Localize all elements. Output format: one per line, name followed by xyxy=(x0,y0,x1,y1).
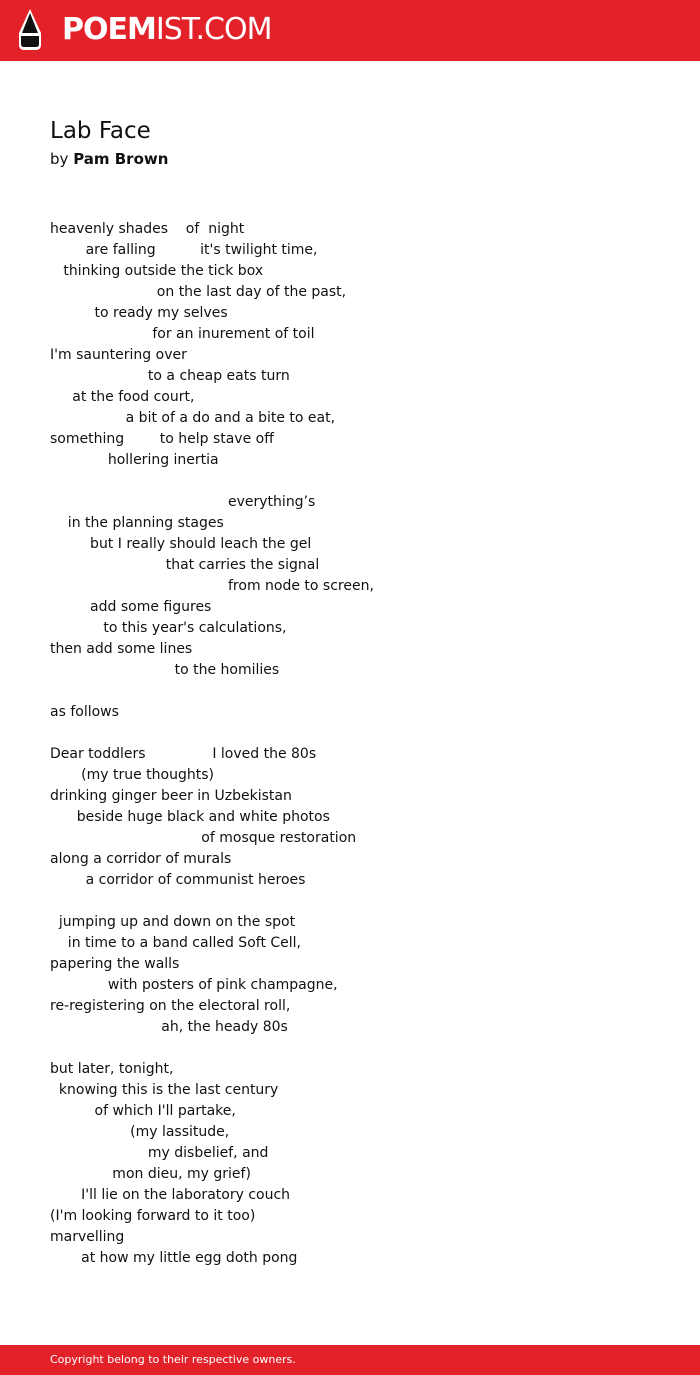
poem-line: hollering inertia xyxy=(50,452,219,468)
poem-line: for an inurement of toil xyxy=(50,326,315,342)
poem-line: with posters of pink champagne, xyxy=(50,977,338,993)
by-label: by xyxy=(50,150,69,168)
poem-line: to the homilies xyxy=(50,662,280,678)
poem-line: from node to screen, xyxy=(50,578,374,594)
poem-line: in the planning stages xyxy=(50,515,224,531)
poem-line: at how my little egg doth pong xyxy=(50,1250,298,1266)
author-name: Pam Brown xyxy=(73,150,169,168)
poem-line: but later, tonight, xyxy=(50,1061,174,1077)
poem-line: at the food court, xyxy=(50,389,195,405)
poem-line: something to help stave off xyxy=(50,431,274,447)
poem-line: ah, the heady 80s xyxy=(50,1019,288,1035)
poem-line: jumping up and down on the spot xyxy=(50,914,296,930)
poem-line xyxy=(50,1038,670,1059)
site-header xyxy=(0,0,700,61)
poem-title: Lab Face xyxy=(50,118,151,144)
poem-line xyxy=(50,471,670,492)
poem-line: of which I'll partake, xyxy=(50,1103,236,1119)
poem-byline xyxy=(50,149,168,169)
pencil-icon[interactable] xyxy=(17,9,43,51)
poem-line: (my lassitude, xyxy=(50,1124,230,1140)
site-logo[interactable] xyxy=(62,12,271,48)
poem-line: (I'm looking forward to it too) xyxy=(50,1208,256,1224)
poem-line: of mosque restoration xyxy=(50,830,357,846)
poem-line: but I really should leach the gel xyxy=(50,536,312,552)
poem-line xyxy=(50,723,670,744)
site-footer xyxy=(0,1345,700,1375)
poem-line: I'm sauntering over xyxy=(50,347,187,363)
poem-line: on the last day of the past, xyxy=(50,284,347,300)
poem-line: that carries the signal xyxy=(50,557,320,573)
poem-line: in time to a band called Soft Cell, xyxy=(50,935,302,951)
poem-line: a bit of a do and a bite to eat, xyxy=(50,410,336,426)
poem-line: Dear toddlers I loved the 80s xyxy=(50,746,317,762)
poem-line: along a corridor of murals xyxy=(50,851,232,867)
poem-line: beside huge black and white photos xyxy=(50,809,330,825)
poem-line: (my true thoughts) xyxy=(50,767,214,783)
poem-line: knowing this is the last century xyxy=(50,1082,279,1098)
poem-line: a corridor of communist heroes xyxy=(50,872,306,888)
poem-line: then add some lines xyxy=(50,641,193,657)
poem-line: add some figures xyxy=(50,599,212,615)
poem-line: everything’s xyxy=(50,494,316,510)
poem-line: mon dieu, my grief) xyxy=(50,1166,251,1182)
poem-line: to this year's calculations, xyxy=(50,620,287,636)
poem-line: marvelling xyxy=(50,1229,125,1245)
poem-line: heavenly shades of night xyxy=(50,221,245,237)
poem-line: papering the walls xyxy=(50,956,180,972)
poem-line: I'll lie on the laboratory couch xyxy=(50,1187,291,1203)
copyright-text: Copyright belong to their respective owners. xyxy=(50,1353,296,1366)
poem-line: as follows xyxy=(50,704,119,720)
poem-line: thinking outside the tick box xyxy=(50,263,264,279)
poem-line: are falling it's twilight time, xyxy=(50,242,318,258)
poem-line: drinking ginger beer in Uzbekistan xyxy=(50,788,292,804)
poem-line: my disbelief, and xyxy=(50,1145,269,1161)
poem-line: to a cheap eats turn xyxy=(50,368,290,384)
brand-light: IST.COM xyxy=(155,12,272,47)
poem-line: to ready my selves xyxy=(50,305,228,321)
brand-bold: POEM xyxy=(62,12,156,47)
poem-body xyxy=(50,219,670,1269)
poem-line xyxy=(50,681,670,702)
poem-line: re-registering on the electoral roll, xyxy=(50,998,291,1014)
poem-line xyxy=(50,891,670,912)
